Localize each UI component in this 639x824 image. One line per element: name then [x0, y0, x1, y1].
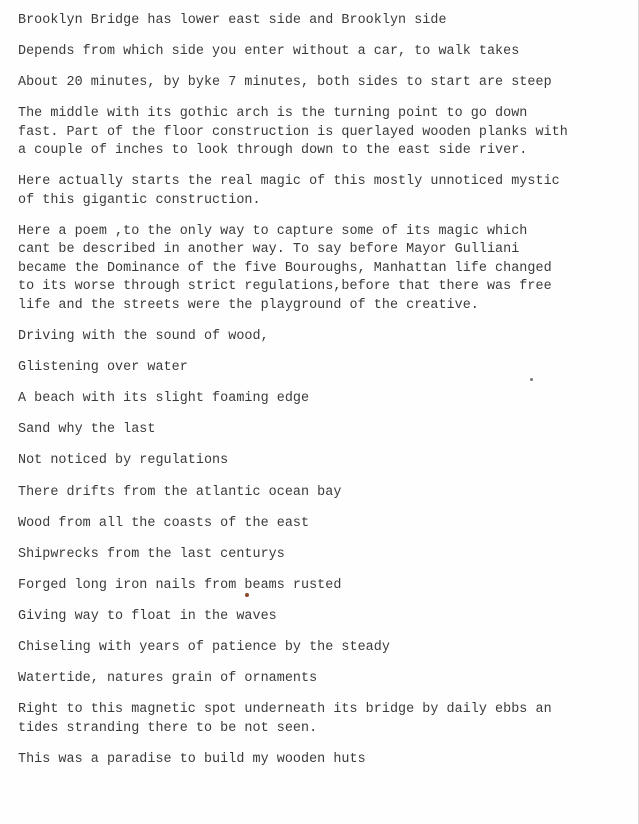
text-line: Not noticed by regulations — [18, 453, 229, 469]
text-line: Shipwrecks from the last centurys — [18, 546, 285, 562]
paragraph — [18, 639, 619, 658]
text-line: Right to this magnetic spot underneath its bridge by daily ebbs an — [18, 702, 552, 718]
text-line: fast. Part of the floor construction is querlayed wooden planks with — [18, 124, 568, 140]
paragraph — [18, 328, 619, 347]
text-line: About 20 minutes, by byke 7 minutes, both sides to start are steep — [18, 75, 552, 91]
paragraph — [18, 173, 619, 210]
text-line: Brooklyn Bridge has lower east side and Brooklyn side — [18, 13, 447, 28]
text-line: There drifts from the atlantic ocean bay — [18, 484, 342, 500]
text-line: Glistening over water — [18, 360, 188, 376]
paragraph — [18, 577, 619, 596]
text-line: Chiseling with years of patience by the steady — [18, 640, 390, 655]
text-line: tides stranding there to be not seen. — [18, 720, 318, 736]
text-line: Forged long iron nails from beams rusted — [18, 577, 342, 593]
text-line: Driving with the sound of wood, — [18, 329, 269, 345]
text-line: A beach with its slight foaming edge — [18, 391, 310, 407]
text-line: Giving way to float in the waves — [18, 608, 277, 624]
paragraph — [18, 390, 619, 409]
text-line: The middle with its gothic arch is the turning point to go down — [18, 106, 528, 122]
paragraph — [18, 701, 619, 738]
text-line: of this gigantic construction. — [18, 192, 261, 208]
text-line: Wood from all the coasts of the east — [18, 515, 310, 531]
text-line: cant be described in another way. To say before Mayor Gulliani — [18, 242, 520, 258]
ink-speck — [245, 593, 249, 597]
paragraph — [18, 359, 619, 378]
text-line: to its worse through strict regulations,before that there was free — [18, 279, 552, 295]
paragraph — [18, 421, 619, 440]
text-line: a couple of inches to look through down to the east side river. — [18, 143, 528, 159]
text-line: Here actually starts the real magic of this mostly unnoticed mystic — [18, 174, 560, 190]
text-line: life and the streets were the playground of the creative. — [18, 297, 479, 313]
ink-speck — [530, 378, 533, 381]
paragraph — [18, 43, 619, 62]
text-line: Sand why the last — [18, 422, 156, 438]
paragraph — [18, 452, 619, 471]
paragraph — [18, 515, 619, 534]
text-line: became the Dominance of the five Bouroughs, Manhattan life changed — [18, 260, 552, 276]
paragraph — [18, 223, 619, 316]
document-body — [18, 12, 619, 769]
paragraph — [18, 12, 619, 31]
paragraph — [18, 751, 619, 770]
text-line: This was a paradise to build my wooden huts — [18, 751, 366, 767]
paragraph — [18, 74, 619, 93]
paragraph — [18, 608, 619, 627]
text-line: Depends from which side you enter without a car, to walk takes — [18, 44, 520, 60]
text-line: Watertide, natures grain of ornaments — [18, 671, 318, 687]
text-line: Here a poem ,to the only way to capture some of its magic which — [18, 223, 528, 239]
paragraph — [18, 105, 619, 161]
paragraph — [18, 484, 619, 503]
paragraph — [18, 670, 619, 689]
paragraph — [18, 546, 619, 565]
